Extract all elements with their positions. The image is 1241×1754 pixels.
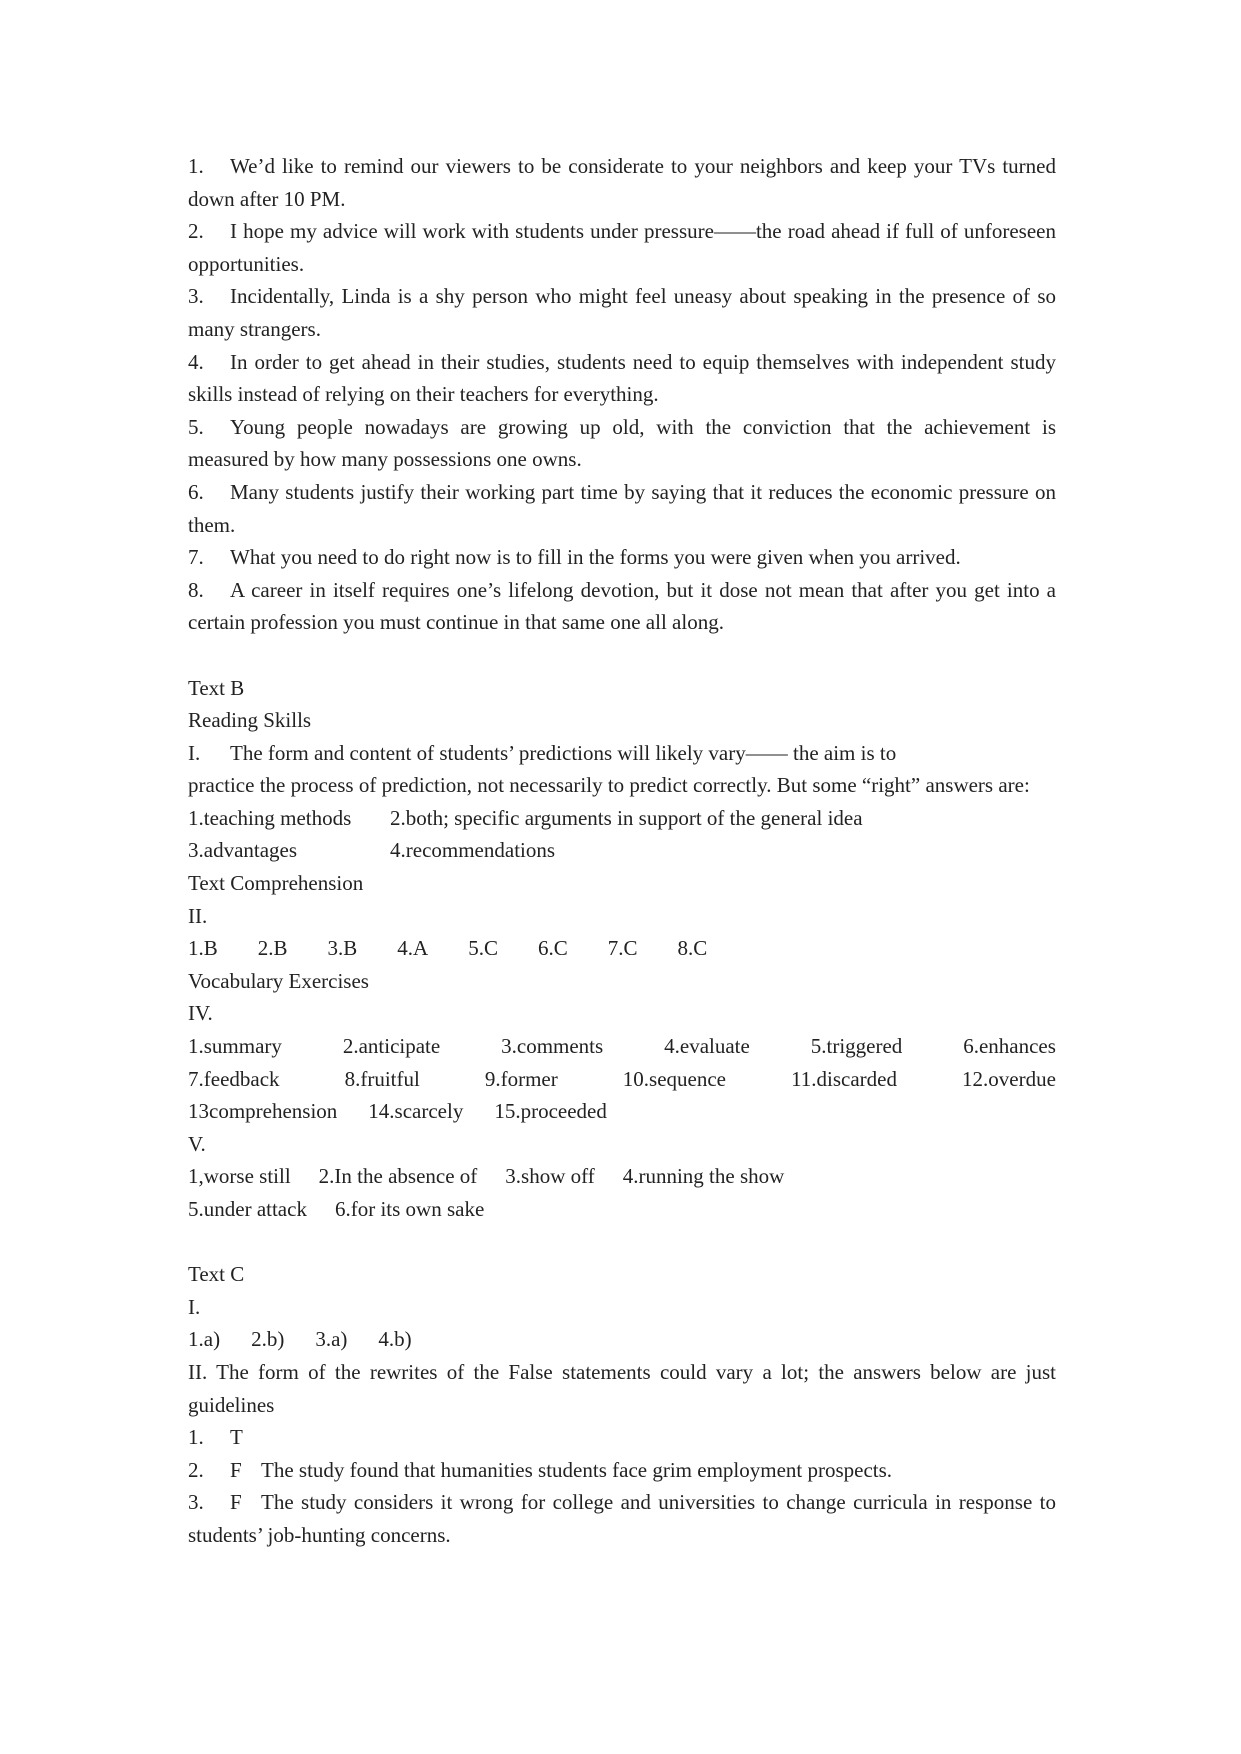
answer-item-5: 5. Young people nowadays are growing up old, with the conviction that the achievement is measured by how many possessions one owns. [188, 414, 1056, 472]
answer-item-3: 3. Incidentally, Linda is a shy person who might feel uneasy about speaking in the presence of so many strangers. [188, 284, 1056, 341]
exercise-label: IV. [188, 1001, 213, 1026]
answer-row: 1.a) 2.b) 3.a) 4.b) [188, 1327, 412, 1352]
answer-item-7: 7. What you need to do right now is to fill in the forms you were given when you arrived. [188, 545, 961, 570]
prediction-row: 3.advantages 4.recommendations [188, 838, 556, 863]
exercise-label: II. [188, 903, 208, 928]
prediction-intro-cont: practice the process of prediction, not necessarily to predict correctly. But some “right” answers are: [188, 773, 1030, 798]
exercise-label: V. [188, 1131, 206, 1156]
tf-item-3: 3. F The study considers it wrong for college and universities to change curricula in response to students’ job-hunting concerns. [188, 1490, 1056, 1547]
section-heading: Text B [188, 675, 245, 700]
answer-row: 1.B 2.B 3.B 4.A 5.C 6.C 7.C 8.C [188, 936, 708, 961]
tf-item-1: 1. T [188, 1425, 243, 1450]
exercise-label: I. [188, 1294, 201, 1319]
section-heading: Text C [188, 1262, 245, 1287]
prediction-intro: I. The form and content of students’ predictions will likely vary—— the aim is to [188, 740, 897, 765]
vocab-row: 7.feedback 8.fruitful 9.former 10.sequence 11.discarded 12.overdue [188, 1066, 1056, 1091]
answer-list-a [188, 150, 1056, 639]
answer-item-6: 6. Many students justify their working part time by saying that it reduces the economic pressure on them. [188, 479, 1056, 537]
subsection-heading: Reading Skills [188, 708, 312, 733]
answer-item-1: 1. We’d like to remind our viewers to be considerate to your neighbors and keep your TVs turned down after 10 PM. [188, 154, 1056, 211]
answer-item-8: 8. A career in itself requires one’s lifelong devotion, but it dose not mean that after you get into a certain profession you must continue in that same one all along. [188, 577, 1056, 635]
phrase-row: 1,worse still 2.In the absence of 3.show off 4.running the show [188, 1164, 785, 1189]
subsection-heading: Vocabulary Exercises [188, 968, 369, 993]
vocab-row: 13comprehension 14.scarcely 15.proceeded [188, 1099, 607, 1124]
phrase-row: 5.under attack 6.for its own sake [188, 1197, 485, 1221]
text-b-section [188, 672, 1056, 1226]
prediction-row: 1.teaching methods 2.both; specific arguments in support of the general idea [188, 805, 863, 830]
tf-item-2: 2. F The study found that humanities students face grim employment prospects. [188, 1457, 893, 1482]
answer-item-2: 2. I hope my advice will work with students under pressure——the road ahead if full of unforeseen opportunities. [188, 219, 1056, 276]
document-page [188, 150, 1056, 1552]
answer-item-4: 4. In order to get ahead in their studies, students need to equip themselves with independent study skills instead of relying on their teachers for everything. [188, 349, 1056, 407]
vocab-row: 1.summary 2.anticipate 3.comments 4.evaluate 5.triggered 6.enhances [188, 1034, 1056, 1059]
exercise-instruction: II. The form of the rewrites of the False statements could vary a lot; the answers below are just guidelines [188, 1359, 1056, 1417]
text-c-section [188, 1258, 1056, 1551]
subsection-heading: Text Comprehension [188, 871, 364, 896]
